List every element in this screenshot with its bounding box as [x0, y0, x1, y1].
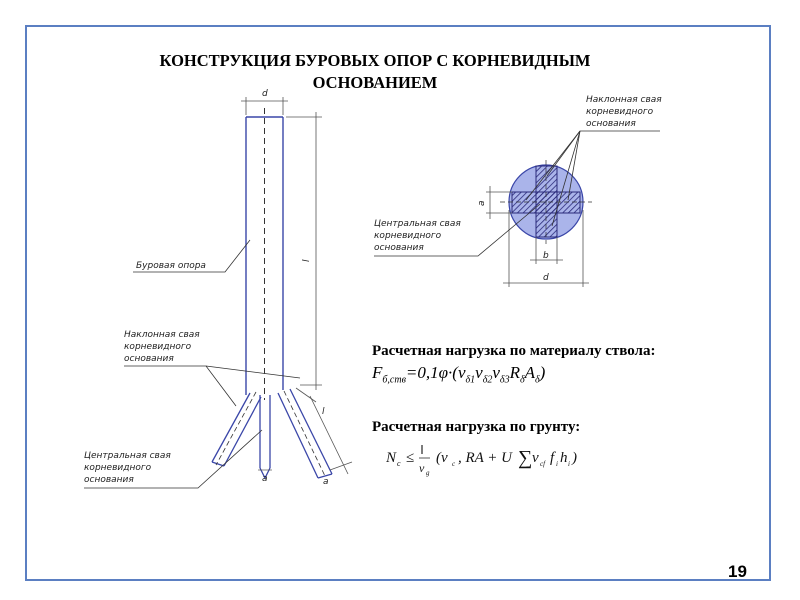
dimension-l-shaft [286, 112, 322, 390]
plan-central-label-line3: основания [374, 243, 424, 253]
svg-text:i: i [568, 460, 570, 468]
soil-load-heading: Расчетная нагрузка по грунту: [372, 419, 581, 435]
label-central-pile-left [84, 430, 262, 488]
drill-support-shaft [246, 108, 283, 400]
plan-view [500, 160, 592, 244]
inclined-pile-left [212, 392, 261, 466]
material-load-heading: Расчетная нагрузка по материалу ствола: [372, 343, 656, 359]
plan-inclined-label-line3: основания [586, 119, 636, 129]
central-pile-label-line1: Центральная свая [84, 451, 171, 461]
drill-support-label: Буровая опора [136, 261, 206, 271]
central-pile [258, 395, 272, 484]
svg-text:h: h [560, 450, 568, 466]
plan-dim-b-label: b [543, 251, 549, 261]
inclined-pile-label-line3: основания [124, 354, 174, 364]
dimension-l-inclined [296, 388, 352, 474]
inclined-pile-dim-label: a [323, 477, 329, 487]
slide-title: КОНСТРУКЦИЯ БУРОВЫХ ОПОР С КОРНЕВИДНЫМ ОСНОВАНИЕМ [159, 51, 591, 92]
plan-inclined-label-line1: Наклонная свая [586, 95, 662, 105]
svg-text:c: c [452, 460, 456, 468]
soil-load-formula-image [386, 440, 686, 482]
svg-text:i: i [556, 460, 558, 468]
plan-dim-d-label: d [543, 273, 549, 283]
central-pile-dim-label: a [262, 474, 268, 484]
svg-text:ν: ν [532, 450, 539, 466]
plan-central-label-line2: корневидного [374, 231, 442, 241]
label-inclined-pile-left [124, 330, 300, 406]
svg-text:): ) [572, 450, 577, 466]
plan-dimension-a [477, 186, 512, 219]
svg-text:≤: ≤ [406, 450, 415, 466]
svg-text:ν: ν [419, 461, 425, 475]
plan-dimension-b [530, 237, 563, 264]
svg-text:c: c [397, 459, 401, 468]
dimension-l-inclined-label: l [322, 407, 325, 417]
central-pile-label-line2: корневидного [84, 463, 152, 473]
inclined-pile-right [278, 389, 332, 487]
dimension-d-label: d [262, 89, 268, 99]
svg-text:f: f [550, 450, 555, 466]
plan-inclined-label-line2: корневидного [586, 107, 654, 117]
inclined-pile-label-line2: корневидного [124, 342, 192, 352]
svg-text:, RA + U: , RA + U [458, 450, 513, 466]
material-load-formula: $F_{б,ств}=0,1\varphi\cdot(\nu_{\delta 1}\nu_{\delta 2}\nu_{\delta 3}R_\delta A_\delta)$ [372, 363, 546, 386]
svg-text:∑: ∑ [518, 447, 533, 469]
plan-dim-a-label: a [477, 200, 487, 206]
formula-block [372, 342, 772, 477]
svg-text:cf: cf [540, 460, 546, 468]
label-drill-support [133, 240, 250, 272]
svg-text:(ν: (ν [436, 450, 448, 466]
inclined-pile-label-line1: Наклонная свая [124, 330, 200, 340]
dimension-l-label: l [302, 259, 312, 262]
central-pile-label-line3: основания [84, 475, 134, 485]
page-number: 19 [728, 562, 747, 581]
svg-text:N: N [386, 450, 397, 466]
svg-text:g: g [426, 469, 430, 477]
plan-central-label-line1: Центральная свая [374, 219, 461, 229]
